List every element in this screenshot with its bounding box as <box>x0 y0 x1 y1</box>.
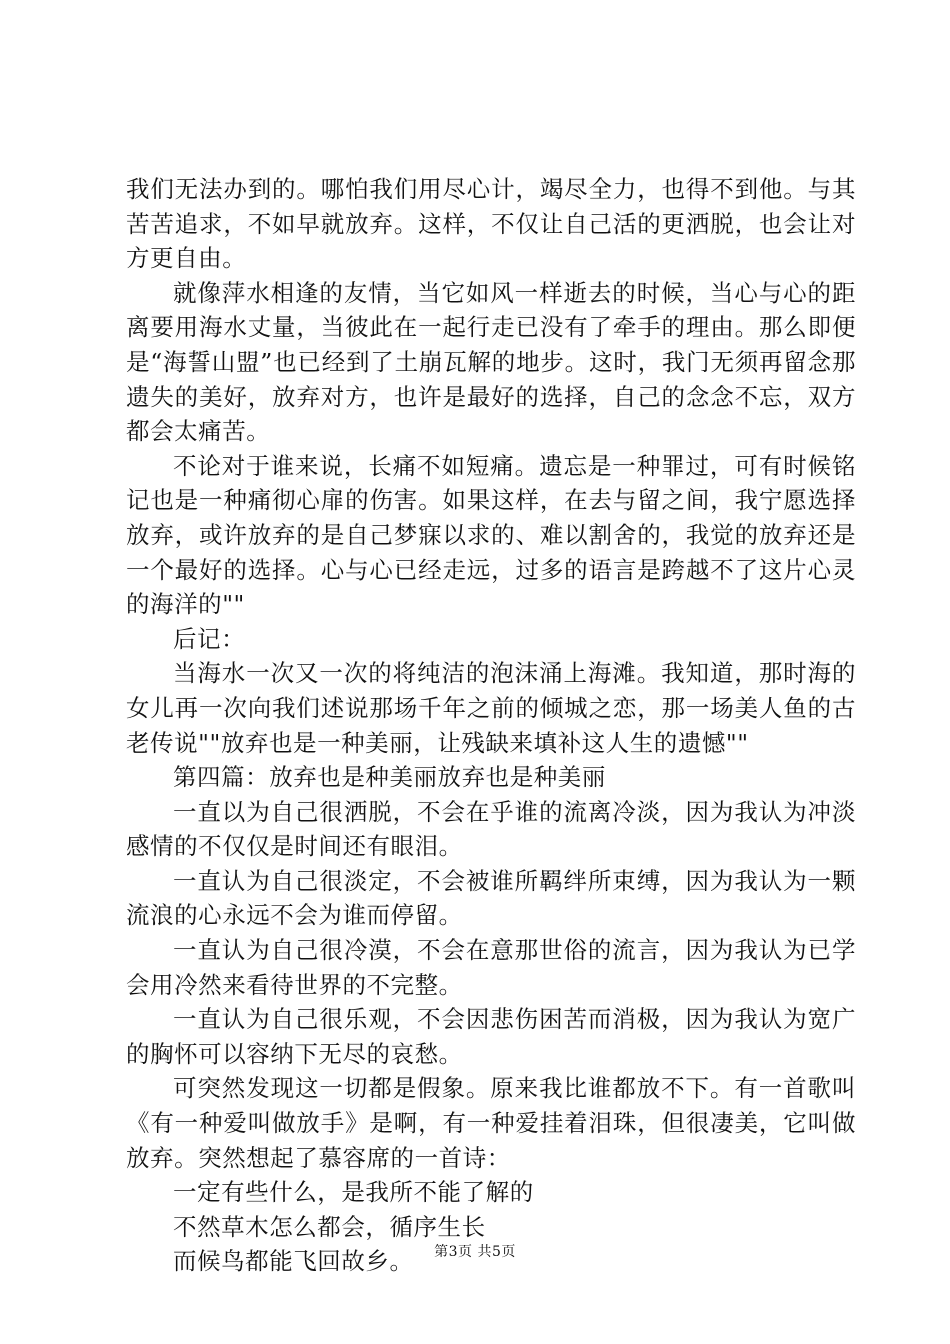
paragraph-continuation: 我们无法办到的。哪怕我们用尽心计，竭尽全力，也得不到他。与其苦苦追求，不如早就放弃。这样，不仅让自己活的更洒脱，也会让对方更自由。 <box>126 175 856 273</box>
poem-line: 一定有些什么，是我所不能了解的 <box>173 1178 534 1207</box>
paragraph: 就像萍水相逢的友情，当它如风一样逝去的时候，当心与心的距离要用海水丈量，当彼此在一起行走已没有了牵手的理由。那么即便是“海誓山盟”也已经到了土崩瓦解的地步。这时，我门无须再留念那遗失的美好，放弃对方，也许是最好的选择，自己的念念不忘，双方都会太痛苦。 <box>126 278 856 446</box>
paragraph: 一直以为自己很洒脱，不会在乎谁的流离冷淡，因为我认为冲淡感情的不仅仅是时间还有眼泪。 <box>126 797 856 861</box>
paragraph: 不论对于谁来说，长痛不如短痛。遗忘是一种罪过，可有时候铭记也是一种痛彻心扉的伤害。如果这样，在去与留之间，我宁愿选择放弃，或许放弃的是自己梦寐以求的、难以割舍的，我觉的放弃还是一个最好的选择。心与心已经走远，过多的语言是跨越不了这片心灵的海洋的"" <box>126 451 856 619</box>
paragraph: 一直认为自己很乐观，不会因悲伤困苦而消极，因为我认为宽广的胸怀可以容纳下无尽的哀愁。 <box>126 1005 856 1068</box>
paragraph: 一直认为自己很淡定，不会被谁所羁绊所束缚，因为我认为一颗流浪的心永远不会为谁而停留。 <box>126 866 856 930</box>
document-body <box>126 172 856 1279</box>
paragraph: 一直认为自己很冷漠，不会在意那世俗的流言，因为我认为已学会用冷然来看待世界的不完整。 <box>126 936 856 999</box>
poem-line: 不然草木怎么都会，循序生长 <box>173 1212 486 1241</box>
page-number-footer: 第3页 共5页 <box>434 1244 516 1260</box>
poem-line: 而候鸟都能飞回故乡。 <box>173 1247 414 1276</box>
paragraph: 当海水一次又一次的将纯洁的泡沫涌上海滩。我知道，那时海的女儿再一次向我们述说那场千年之前的倾城之恋，那一场美人鱼的古老传说""放弃也是一种美丽，让残缺来填补这人生的遗憾"" <box>126 659 856 757</box>
paragraph: 可突然发现这一切都是假象。原来我比谁都放不下。有一首歌叫《有一种爱叫做放手》是啊，有一种爱挂着泪珠，但很凄美，它叫做放弃。突然想起了慕容席的一首诗： <box>126 1074 856 1172</box>
section-heading: 第四篇：放弃也是种美丽放弃也是种美丽 <box>173 763 606 792</box>
afterword-heading: 后记： <box>173 624 246 653</box>
